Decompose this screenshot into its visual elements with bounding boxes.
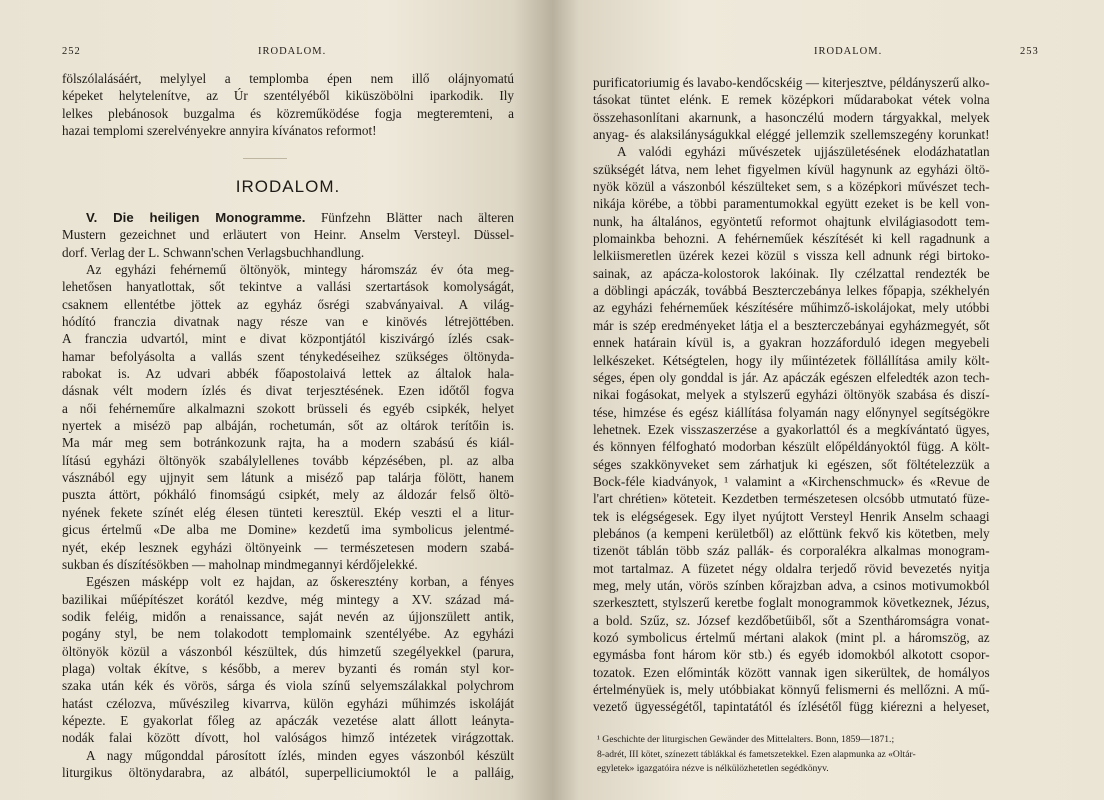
text-line: sainak, az apácza-kolostorok lakóinak. Ily czélzattal rendezték be bbox=[593, 265, 990, 281]
text-line: Az egyházi fehérnemű öltönyök, mintegy háromszáz év óta meg- bbox=[86, 262, 514, 277]
text-line: rabokat is. Az udvari abbék főapostolaivá lettek az általok hala- bbox=[62, 366, 514, 382]
text-line: A franczia udvartól, mint e divat központjától kiszivárgó ízlés csak- bbox=[62, 331, 514, 347]
text-line: hazai templomi szerelvényekre annyira kívánatos reformot! bbox=[62, 123, 377, 139]
text-line: és könnyen félfogható modorban készült előpéldányoktól függ. A költ- bbox=[593, 439, 990, 455]
text-line: hatást czélozva, művészileg kivarrva, külön egyházi műhimzés iskoláját bbox=[62, 695, 514, 711]
text-line: plebános (a kempeni kerületből) az előttünk fekvő kis kötetben, mely bbox=[593, 525, 990, 541]
text-line: vezető ügyességétől, tapintatától és ízlésétől függ kiérezni a helyeset, bbox=[593, 699, 990, 715]
text-line: az egyházi fehérneműek készítésére műhimző-iskolájokat, mely utóbbi bbox=[593, 300, 990, 316]
text-line: purificatoriumig és lavabo-kendőcskéig — kiterjesztve, példányszerű alko- bbox=[593, 75, 990, 90]
text-line: sukban és díszítésökben — maholnap mindmegannyi kérdőjelekké. bbox=[62, 556, 418, 572]
text-line: a döblingi apáczák, továbbá Beszterczebánya lelkes főpapja, székhelyén bbox=[593, 283, 990, 299]
book-entry bbox=[62, 209, 514, 261]
text-line: puszta áttört, pókháló finomságú csipkét, mely az áldozár felső öltö- bbox=[62, 487, 514, 503]
footnote bbox=[597, 733, 1044, 777]
text-line: már is szép eredményeket látja el a beszterczebányai egyházmegyét, sőt bbox=[593, 317, 990, 333]
text-line: lelkészeket. Kétségtelen, hogy ily műintézetek föllállítása amily költ- bbox=[593, 352, 990, 368]
footnote-line: egyletek» igazgatóira nézve is nélkülözhetetlen segédkönyv. bbox=[597, 763, 829, 774]
text-line: gicus értelmű «De alba me Domine» kezdetű ima symbolicus jelentmé- bbox=[62, 522, 514, 538]
footnote-line: ¹ Geschichte der liturgischen Gewänder des Mittelalters. Bonn, 1859—1871.; bbox=[597, 734, 895, 745]
text-line: bazilikai műépítészet korától kezdve, még mintegy a XV. század má- bbox=[62, 591, 514, 607]
text-line: öltönyök közül a vászonból készültek, dús himzetű szegélyekkel (parura, bbox=[62, 643, 514, 659]
right-running-head: IRODALOM. bbox=[814, 46, 883, 57]
text-line: pogány styl, be nem tolakodott templomaink szentélyébe. Az egyházi bbox=[62, 626, 514, 642]
text-line bbox=[62, 209, 514, 226]
text-line: szükségét látva, nem lehet figyelmen kívül hagynunk az egyházi öltö- bbox=[593, 161, 990, 177]
right-body bbox=[593, 74, 990, 716]
text-line: lítású egyházi öltönyök szabálylellenes tovább képzésében, pl. az alba bbox=[62, 452, 514, 468]
text-line: a női fehérneműre alkalmazni szokott brüsseli és egyéb csipkék, helyet bbox=[62, 400, 514, 416]
text-line: fölszólalásáért, melylyel a templomba épen nem illő olájnyomatú bbox=[62, 71, 514, 86]
text-line: plaga) voltak ékítve, s később, a merev byzanti és román styl kor- bbox=[62, 660, 514, 676]
text-line: lehetősen hanyatlottak, sőt tekintve a vallási szertartások komolyságát, bbox=[62, 279, 514, 295]
section-title: IRODALOM. bbox=[235, 177, 341, 196]
text-line: nyének fekete színét elég élesen tünteti keresztül. Ekép veszti el a litur- bbox=[62, 504, 514, 520]
text-line: képeket helytelenítve, az Úr szentélyéből kiküszöbölni iparkodik. Ily bbox=[62, 88, 514, 104]
left-intro-paragraph bbox=[62, 70, 514, 139]
text-line: dorf. Verlag der L. Schwann'schen Verlagsbuchhandlung. bbox=[62, 244, 365, 260]
text-line: a bold. Szűz, sz. József kezdőbetűiből, sőt a Szentháromságra vonat- bbox=[593, 612, 990, 628]
text-line: képezte. E gyakorlat főleg az apáczák vezetése alatt állott leányta- bbox=[62, 712, 514, 728]
text-line: A nagy műgonddal párosított ízlés, minden egyes vászonból készült bbox=[86, 747, 514, 763]
text-line: meg, mely után, vörös színben kőrajzban adva, a csinos motivumokból bbox=[593, 577, 990, 593]
text-line: kozó symbolicus értelmű mértani alakok (mint pl. a háromszög, az bbox=[593, 630, 990, 645]
right-page-number: 253 bbox=[1020, 46, 1039, 57]
text-line: Bock-féle kiadványok, ¹ valamint a «Kirchenschmuck» és «Revue de bbox=[593, 473, 990, 489]
text-line: szerkesztett, stylszerű keretbe foglalt monogrammok következnek, Jézus, bbox=[593, 595, 990, 611]
text-line: egymásba font három kör stb.) és egyéb idomokból alkotott csopor- bbox=[593, 647, 990, 663]
text-line: szaka után kék és vörös, sárga és viola színű selyemszálakkal polychrom bbox=[62, 678, 514, 694]
text-line: sodik feléig, midőn a renaissance, saját nevén az újjonszülett antik, bbox=[62, 608, 514, 624]
text-line: A valódi egyházi művészetek ujjászületésének elodázhatatlan bbox=[617, 144, 990, 160]
text-line: összehasonlítani akarnunk, a hasonczélú modern tárgyakkal, melyek bbox=[593, 109, 990, 125]
text-line: nyét, ekép lesznek egyházi öltönyeink — természetesen modern szabá- bbox=[62, 539, 514, 555]
text-line: tozatok. Ezen előminták között vannak igen sikerültek, de homályos bbox=[593, 664, 990, 680]
text-line: lelkiismeretlen üzérek kezei közül s vissza kell adnunk régi birtoko- bbox=[593, 248, 990, 264]
text-line: tése, himzése és egész kiállítása folyamán nagy előnynyel segítségökre bbox=[593, 404, 990, 420]
footnote-line: 8-adrét, III kötet, színezett táblákkal és fametszetekkel. Ezen alapmunka az «Oltár- bbox=[597, 748, 916, 760]
text-line: l'art chrétien» köteteit. Kezdetben természetesen olcsóbb utmutató füze- bbox=[593, 491, 990, 507]
text-line: anyag- és alaksilányságukkal eléggé jellemzik szellemszegény korunkat! bbox=[593, 127, 990, 143]
text-line: nyök közül a vászonból készülteket sem, s a középkori művészet tech- bbox=[593, 179, 990, 195]
entry-title: V. Die heiligen Monogramme. bbox=[86, 210, 306, 225]
text-line: mot tartalmaz. A füzetet négy oldalra terjedő rövid bevezetés nyitja bbox=[593, 560, 990, 576]
text-line: ennek határain kívül is, a gyakran hozzáforduló idegen megyebeli bbox=[593, 335, 990, 351]
text-line: séges, épen oly gonddal is jár. Az apáczák egészen elfeledték azon tech- bbox=[593, 369, 990, 385]
divider-rule bbox=[243, 158, 287, 159]
text-line: tizenöt táblán több száz pallák- és corporalékra alkalmas monogram- bbox=[593, 543, 990, 559]
text-line: nunk, ha általános, egyöntetű reformot ohajtunk elvilágiasodott tem- bbox=[593, 213, 990, 229]
text-line: plomainkba behozni. A fehérneműek készítését ki kell ragadnunk a bbox=[593, 231, 990, 247]
text-line: tek is elégségesek. Egy ilyet nyújtott Versteyl Henrik Anselm schaagi bbox=[593, 508, 990, 524]
text-line: hamar befolyásolta a vallás szent ténykedéseihez szükséges öltönyda- bbox=[62, 348, 514, 364]
text-line: nikája körébe, a többi paramentumokkal együtt ezeket is be kell von- bbox=[593, 196, 990, 212]
text-line: nikai fogásokat, melyek a stylszerű egyházi öltönyök szabása és diszí- bbox=[593, 387, 990, 403]
text-line: nyertek a misézö pap albáján, rochetumán, sőt az oltárok terítőin is. bbox=[62, 418, 514, 434]
text-line: Mustern gezeichnet und erläutert von Heinr. Anselm Versteyl. Düssel- bbox=[62, 227, 514, 243]
text-line: lelkes plebánosok buzgalma és közreműködése fogja megteremteni, a bbox=[62, 105, 514, 121]
left-running-head: IRODALOM. bbox=[258, 46, 327, 57]
text-line: tásokat tüntet elénk. E remek középkori műdarabokat vétek volna bbox=[593, 92, 990, 108]
text-line: dásnak vélt modern ízlés és divat terjesztésének. Ezen időtől fogva bbox=[62, 383, 514, 399]
entry-title-rest: Fünfzehn Blätter nach älteren bbox=[305, 210, 514, 225]
text-line: értelményüek is, mely utóbbiakat könnyű felismerni és mellőzni. A mű- bbox=[593, 682, 990, 698]
text-line: csaknem ellentétbe jöttek az egyház ősrégi szabványaival. A világ- bbox=[62, 296, 514, 312]
text-line: hódító franczia divatnak nagy része van e kinövés létrejöttében. bbox=[62, 314, 514, 330]
text-line: vásznából egy ujjnyit sem látunk a miséző pap talárja fölött, hanem bbox=[62, 470, 514, 486]
text-line: liturgikus öltönydarabra, az albától, superpelliciumoktól le a palláig, bbox=[62, 764, 514, 780]
text-line: séges szakkönyveket sem zárhatjuk ki egészen, sőt föltételezzük a bbox=[593, 456, 990, 472]
text-line: lehetnek. Ezek visszaszerzése a gyakorlattól és a megkívántató ügyes, bbox=[593, 421, 990, 437]
text-line: Egészen másképp volt ez hajdan, az őskeresztény korban, a fényes bbox=[86, 574, 514, 590]
left-body bbox=[62, 261, 514, 781]
text-line: Ma már meg sem botránkozunk rajta, ha a modern szabású és kiál- bbox=[62, 435, 514, 451]
text-line: nodák falai között dívott, hol valóságos himző intézetek virágzottak. bbox=[62, 730, 514, 746]
left-page-number: 252 bbox=[62, 46, 81, 57]
